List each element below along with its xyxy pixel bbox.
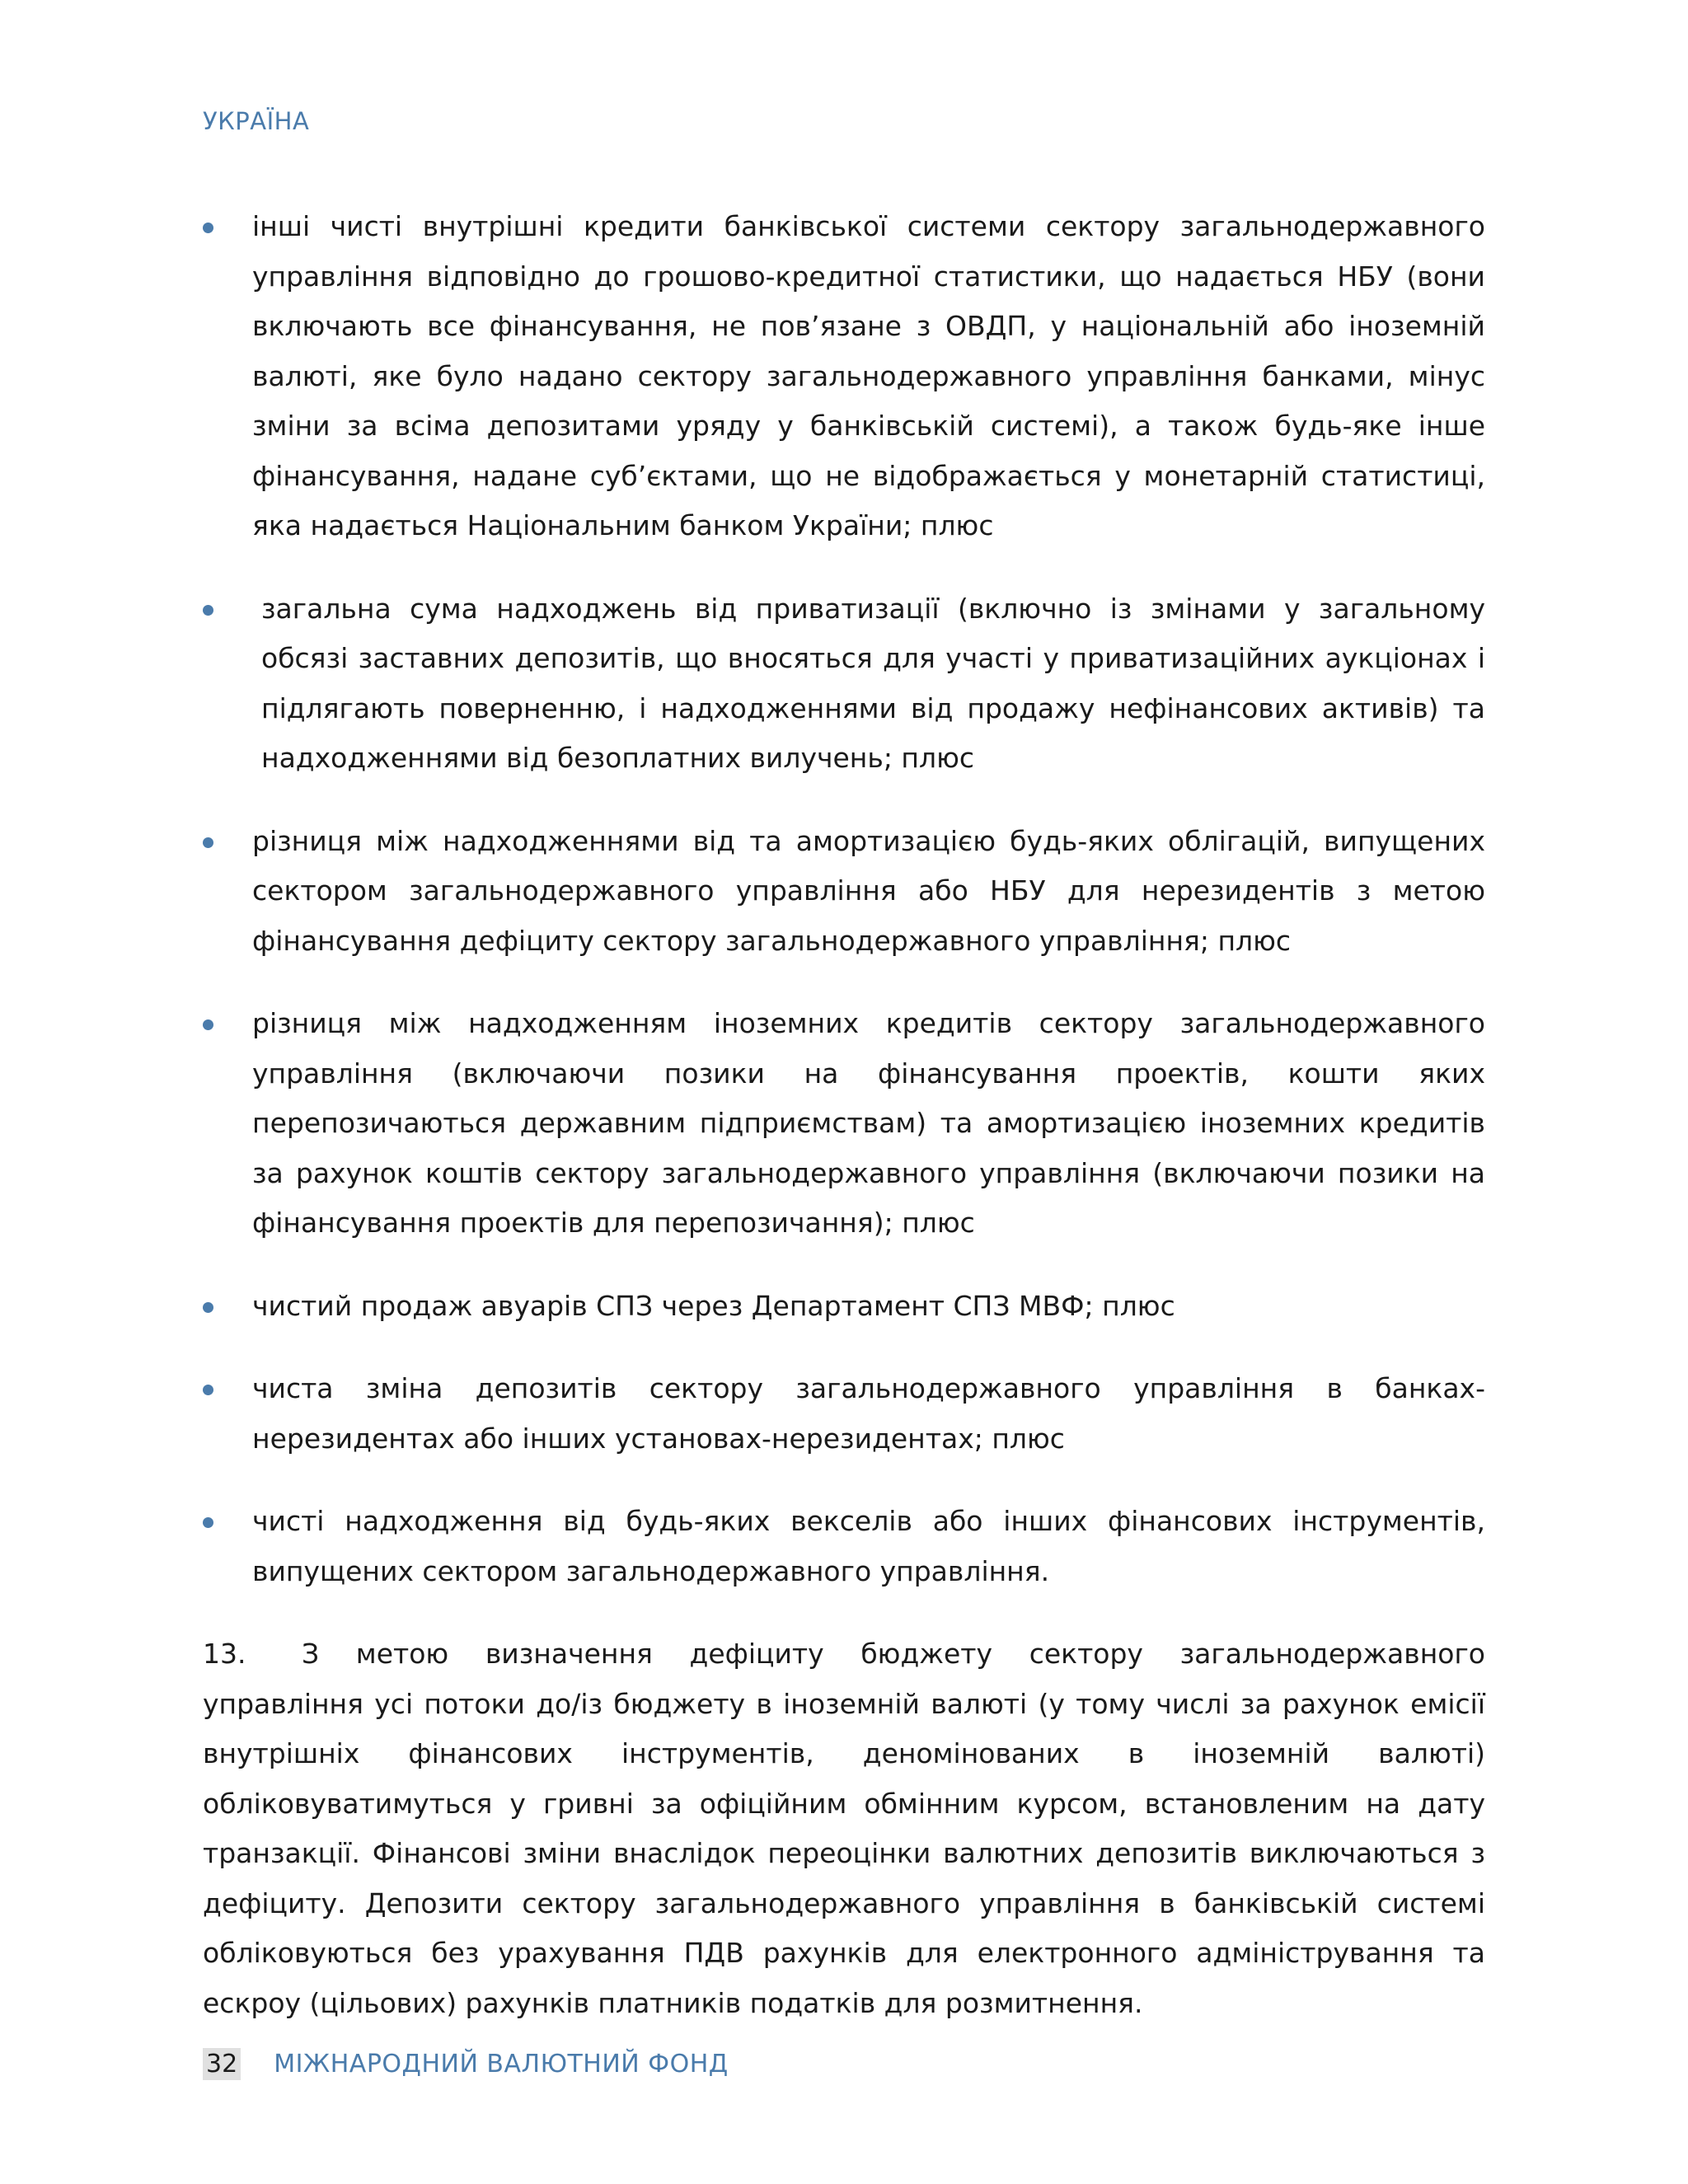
bullet-icon [203,1385,213,1395]
bullet-icon [203,1517,213,1528]
bullet-icon [203,1302,213,1313]
bullet-icon [203,223,213,233]
bullet-icon [203,605,213,616]
list-item [203,584,1485,784]
list-item [203,817,1485,967]
numbered-paragraph [203,1629,1485,2028]
paragraph-number: 13. [203,1638,246,1670]
document-body [203,202,1485,2028]
list-item [203,1282,1485,1332]
list-item-text: загальна сума надходжень від приватизації (включно із змінами у загальному обсязі заставних депозитів, що вносяться для участі у приватизаційних аукціонах і підлягають поверненню, і надходженнями від продажу нефінансових активів) та надходженнями від безоплатних вилучень; плюс [261,592,1485,774]
list-item [203,999,1485,1249]
list-item-text: чисті надходження від будь-яких векселів або інших фінансових інструментів, випущених сектором загальнодержавного управління. [252,1505,1485,1587]
bullet-icon [203,1019,213,1030]
page-footer [203,2048,729,2080]
list-item [203,1364,1485,1464]
list-item-text: чистий продаж авуарів СПЗ через Департамент СПЗ МВФ; плюс [252,1289,1175,1322]
list-item-text: різниця між надходженням іноземних кредитів сектору загальнодержавного управління (включаючи позики на фінансування проектів, кошти яких перепозичаються державним підприємствам) та амортизацією іноземних кредитів за рахунок коштів сектору загальнодержавного управління (включаючи позики на фінансування проектів для перепозичання); плюс [252,1007,1485,1239]
list-item-text: різниця між надходженнями від та амортизацією будь-яких облігацій, випущених сектором загальнодержавного управління або НБУ для нерезидентів з метою фінансування дефіциту сектору загальнодержавного управління; плюс [252,824,1485,957]
list-item-text: інші чисті внутрішні кредити банківської системи сектору загальнодержавного управління відповідно до грошово-кредитної статистики, що надається НБУ (вони включають все фінансування, не пов’язане з ОВДП, у національній або іноземній валюті, яке було надано сектору загальнодержавного управління банками, мінус зміни за всіма депозитами уряду у банківській системі), а також будь-яке інше фінансування, надане суб’єктами, що не відображається у монетарній статистиці, яка надається Національним банком України; плюс [252,210,1485,541]
list-item [203,202,1485,551]
paragraph-text: З метою визначення дефіциту бюджету сектору загальнодержавного управління усі потоки до/із бюджету в іноземній валюті (у тому числі за рахунок емісії внутрішніх фінансових інструментів, деномінованих в іноземній валюті) обліковуватимуться у гривні за офіційним обмінним курсом, встановленим на дату транзакції. Фінансові зміни внаслідок переоцінки валютних депозитів виключаються з дефіциту. Депозити сектору загальнодержавного управління в банківській системі обліковуються без урахування ПДВ рахунків для електронного адміністрування та ескроу (цільових) рахунків платників податків для розмитнення. [203,1638,1485,2019]
footer-organization: МІЖНАРОДНИЙ ВАЛЮТНИЙ ФОНД [274,2050,729,2079]
page-header-country: УКРАЇНА [203,107,310,135]
page-number: 32 [203,2048,241,2080]
list-item [203,1497,1485,1596]
bullet-icon [203,837,213,848]
list-item-text: чиста зміна депозитів сектору загальнодержавного управління в банках-нерезидентах або інших установах-нерезидентах; плюс [252,1372,1485,1455]
